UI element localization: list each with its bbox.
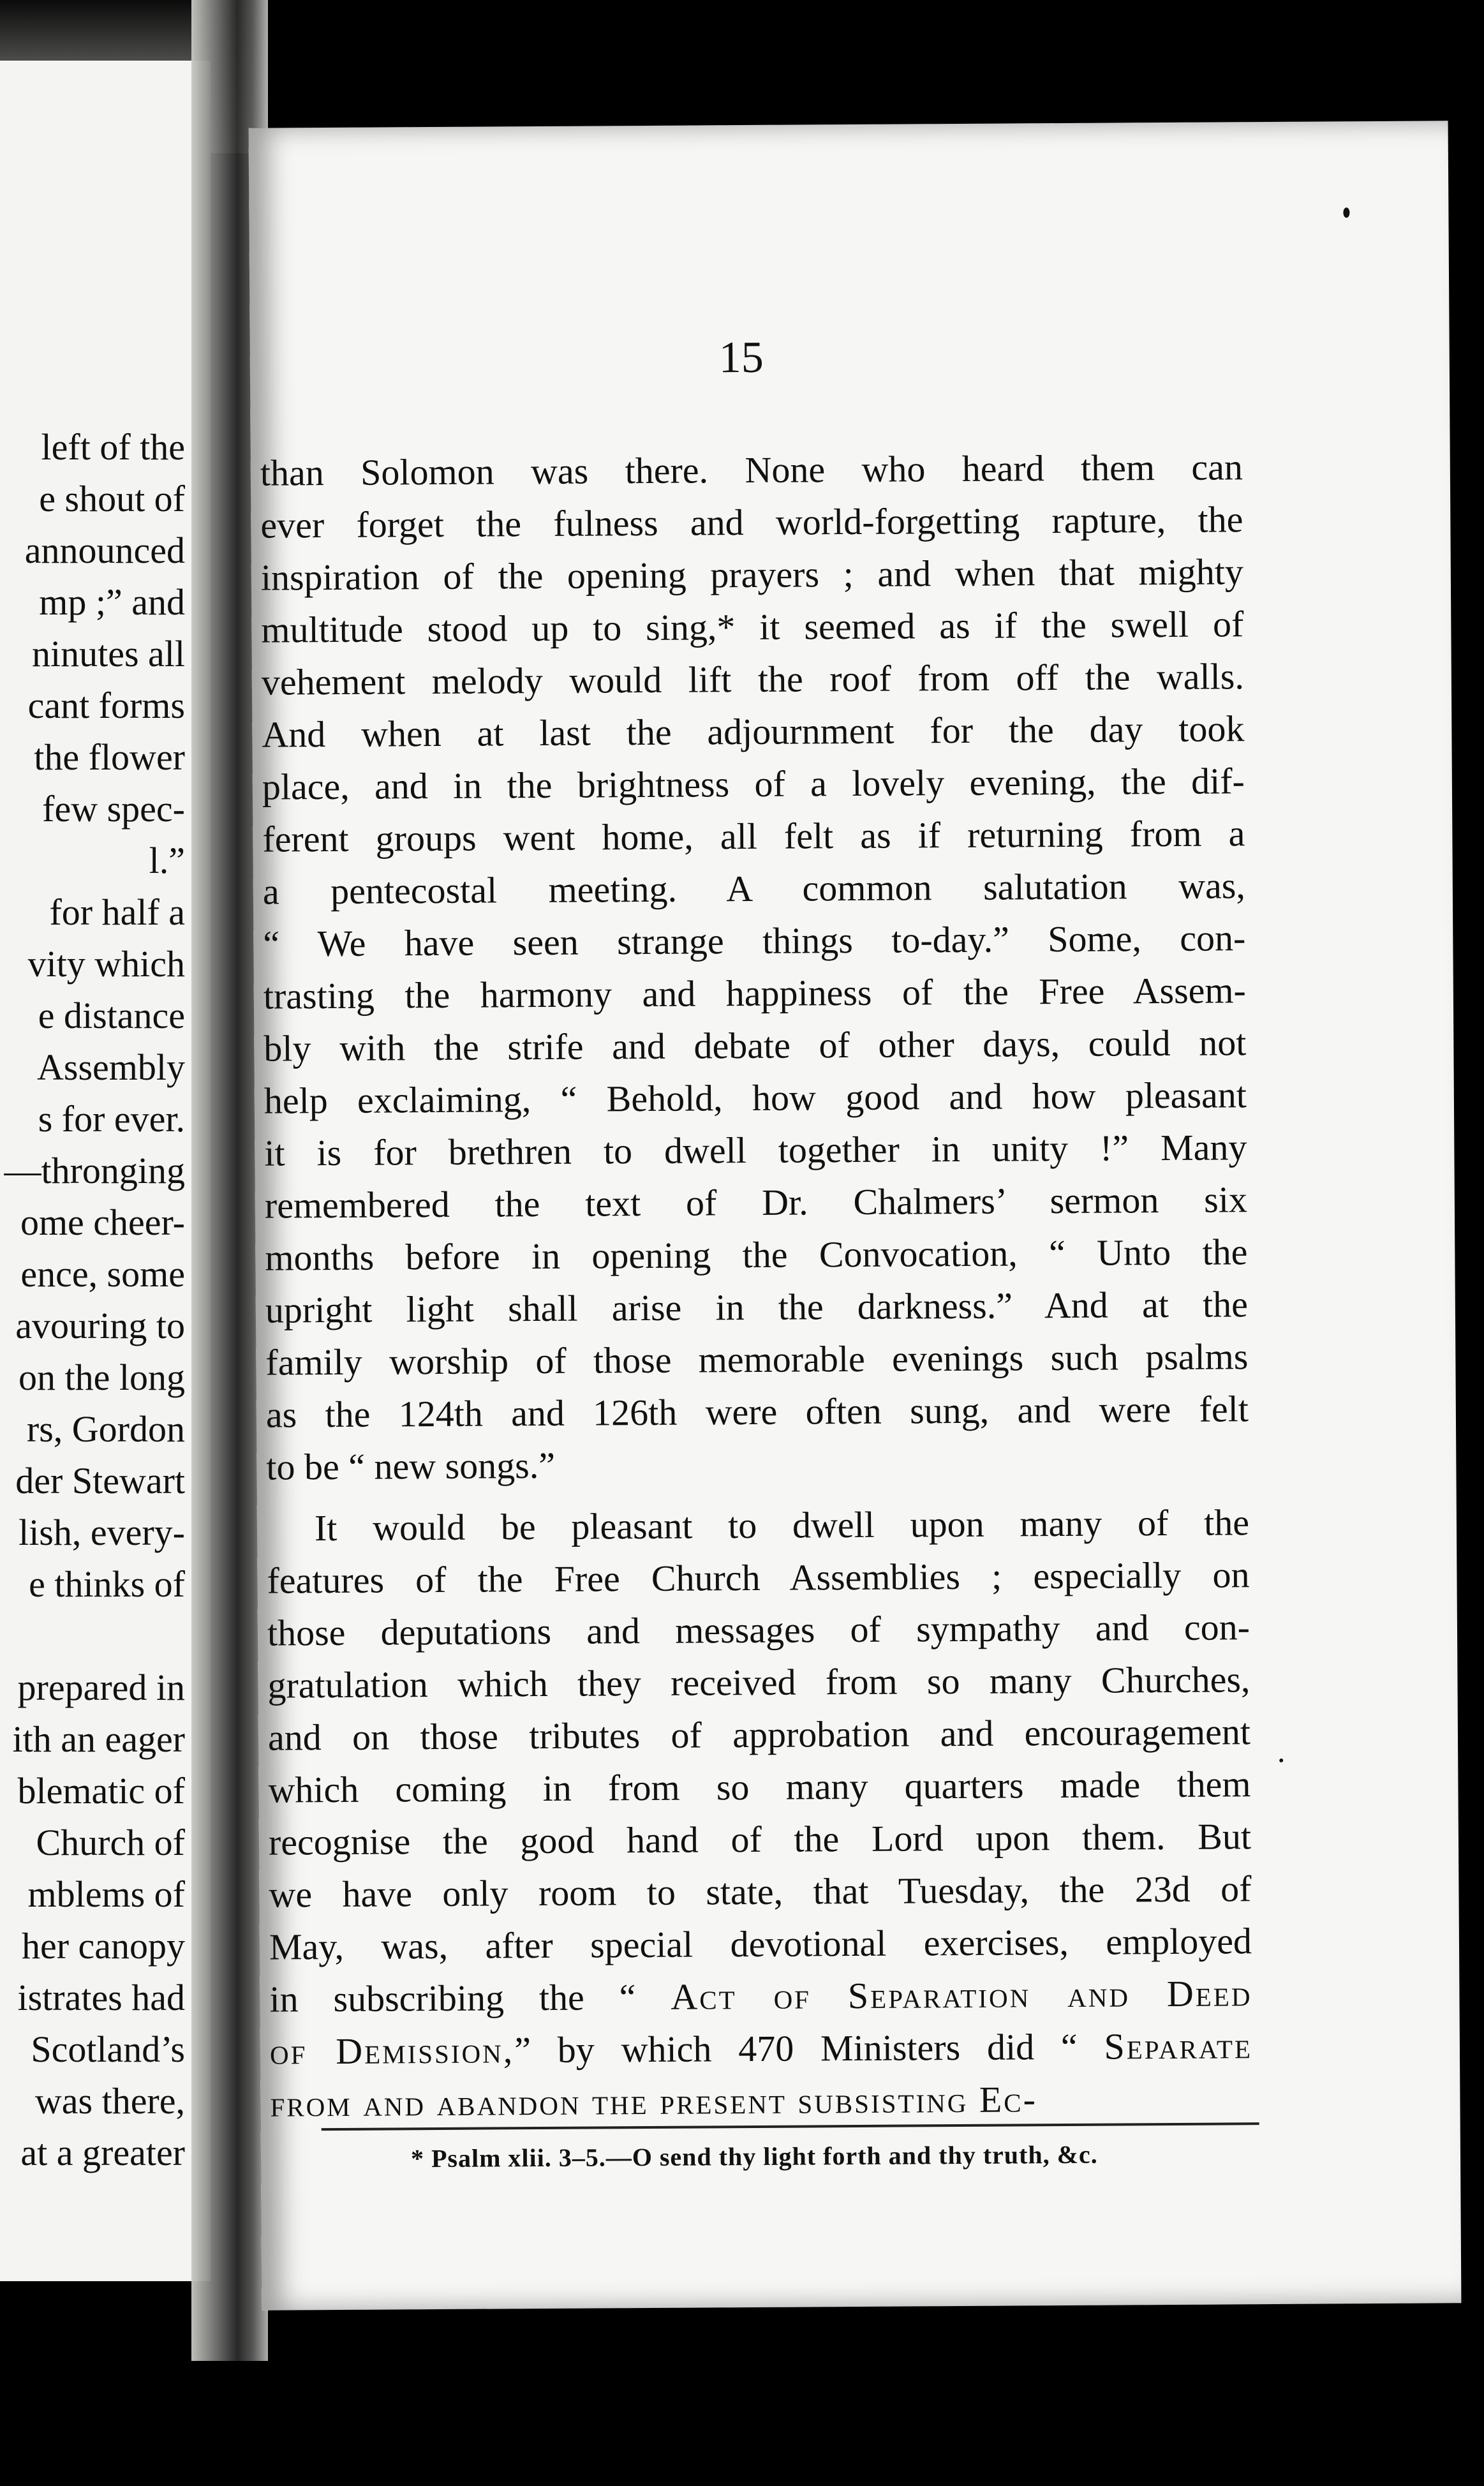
text-line: from and abandon the present subsisting Ec- <box>270 2078 1038 2125</box>
paragraph-1 <box>260 441 1249 1493</box>
text-line: help exclaiming, “ Behold, how good and how pleasant <box>263 1074 1247 1122</box>
text-line: vehement melody would lift the roof from off the walls. <box>261 655 1245 703</box>
text-line: gratulation which they received from so many Churches, <box>267 1658 1250 1706</box>
left-page-line: ith an eager <box>12 1718 185 1760</box>
left-page-line: for half a <box>49 891 185 933</box>
text-line: we have only room to state, that Tuesday, the 23d of <box>269 1868 1252 1916</box>
left-page-text <box>0 421 185 2178</box>
text-line: ever forget the fulness and world-forgetting rapture, the <box>260 498 1243 546</box>
text-line: those deputations and messages of sympathy and con- <box>267 1606 1250 1654</box>
left-page-line: e shout of <box>39 478 185 519</box>
left-page-line: e distance <box>38 995 185 1036</box>
left-page-line: on the long <box>19 1357 185 1398</box>
left-page-line: was there, <box>34 2080 185 2122</box>
body-text <box>260 441 1253 2130</box>
left-page-line: mblems of <box>27 1873 185 1915</box>
left-page-line: mp ;” and <box>39 581 185 623</box>
footnote: * Psalm xlii. 3–5.—O send thy light forth and thy truth, &c. <box>410 2140 1098 2173</box>
text-line: May, was, after special devotional exercises, employed <box>269 1920 1252 1968</box>
text-line: to be “ new songs.” <box>266 1444 556 1488</box>
ink-speck <box>1279 1759 1283 1762</box>
text-line: inspiration of the opening prayers ; and when that mighty <box>260 551 1244 599</box>
left-page-line: e thinks of <box>29 1563 185 1605</box>
main-page <box>249 121 1462 2310</box>
text-line: trasting the harmony and happiness of the Free Assem- <box>263 969 1247 1017</box>
left-page-line: istrates had <box>17 1977 185 2018</box>
text-line: as the 124th and 126th were often sung, and were felt <box>265 1388 1249 1436</box>
left-page-line: prepared in <box>17 1667 185 1708</box>
text-line: “ We have seen strange things to-day.” Some, con- <box>263 917 1246 965</box>
text-line: than Solomon was there. None who heard them can <box>260 446 1243 494</box>
text-line: remembered the text of Dr. Chalmers’ sermon six <box>264 1179 1248 1226</box>
left-page-line: vity which <box>27 943 185 985</box>
text-line: in subscribing the “ Act of Separation and Deed <box>269 1972 1252 2020</box>
left-page-line: Assembly <box>37 1046 185 1088</box>
left-page-line: l.” <box>149 840 185 881</box>
text-line: it is for brethren to dwell together in unity !” Many <box>264 1126 1247 1174</box>
left-page-line: few spec- <box>42 788 185 830</box>
ink-speck <box>1343 207 1349 218</box>
text-line: bly with the strife and debate of other days, could not <box>263 1022 1247 1069</box>
left-page-line: her canopy <box>21 1925 185 1967</box>
text-line: features of the Free Church Assemblies ; especially on <box>267 1554 1250 1602</box>
text-line: and on those tributes of approbation and encouragement <box>267 1711 1251 1759</box>
text-line: multitude stood up to sing,* it seemed as if the swell of <box>261 603 1244 651</box>
left-page-line: der Stewart <box>15 1460 185 1501</box>
text-line: place, and in the brightness of a lovely evening, the dif- <box>262 760 1245 808</box>
paragraph-2 <box>267 1496 1252 1973</box>
left-page-line: ence, some <box>20 1253 185 1295</box>
text-line: recognise the good hand of the Lord upon them. But <box>268 1815 1252 1863</box>
left-facing-page <box>0 61 211 2281</box>
left-page-line: ome cheer- <box>20 1202 185 1243</box>
left-page-line <box>0 1610 185 1662</box>
left-page-line: rs, Gordon <box>26 1408 185 1450</box>
left-page-line: avouring to <box>15 1305 185 1346</box>
left-page-line: Church of <box>36 1822 185 1863</box>
left-page-line: blematic of <box>17 1770 185 1812</box>
left-page-line: Scotland’s <box>31 2028 185 2070</box>
text-line: family worship of those memorable evenings such psalms <box>265 1336 1249 1383</box>
left-page-line: at a greater <box>20 2132 185 2173</box>
left-page-line: announced <box>24 530 185 571</box>
text-line: ferent groups went home, all felt as if returning from a <box>262 812 1245 860</box>
text-line: upright light shall arise in the darkness.” And at the <box>265 1283 1249 1331</box>
text-line: It would be pleasant to dwell upon many of the <box>314 1501 1250 1549</box>
left-page-line: cant forms <box>27 685 185 726</box>
text-line: of Demission,” by which 470 Ministers did “ Separate <box>269 2025 1253 2073</box>
left-page-line: —thronging <box>4 1150 185 1191</box>
text-line: which coming in from so many quarters made them <box>268 1763 1251 1811</box>
left-page-line: lish, every- <box>19 1512 185 1553</box>
left-page-line: s for ever. <box>38 1098 185 1140</box>
left-page-line: left of the <box>41 426 185 468</box>
left-page-line: the flower <box>34 736 185 778</box>
left-page-line: ninutes all <box>31 633 185 674</box>
text-line: And when at last the adjournment for the day took <box>262 708 1245 755</box>
text-line: months before in opening the Convocation, “ Unto the <box>265 1231 1248 1279</box>
text-line: a pentecostal meeting. A common salutation was, <box>262 865 1246 912</box>
page-number: 15 <box>718 332 764 383</box>
